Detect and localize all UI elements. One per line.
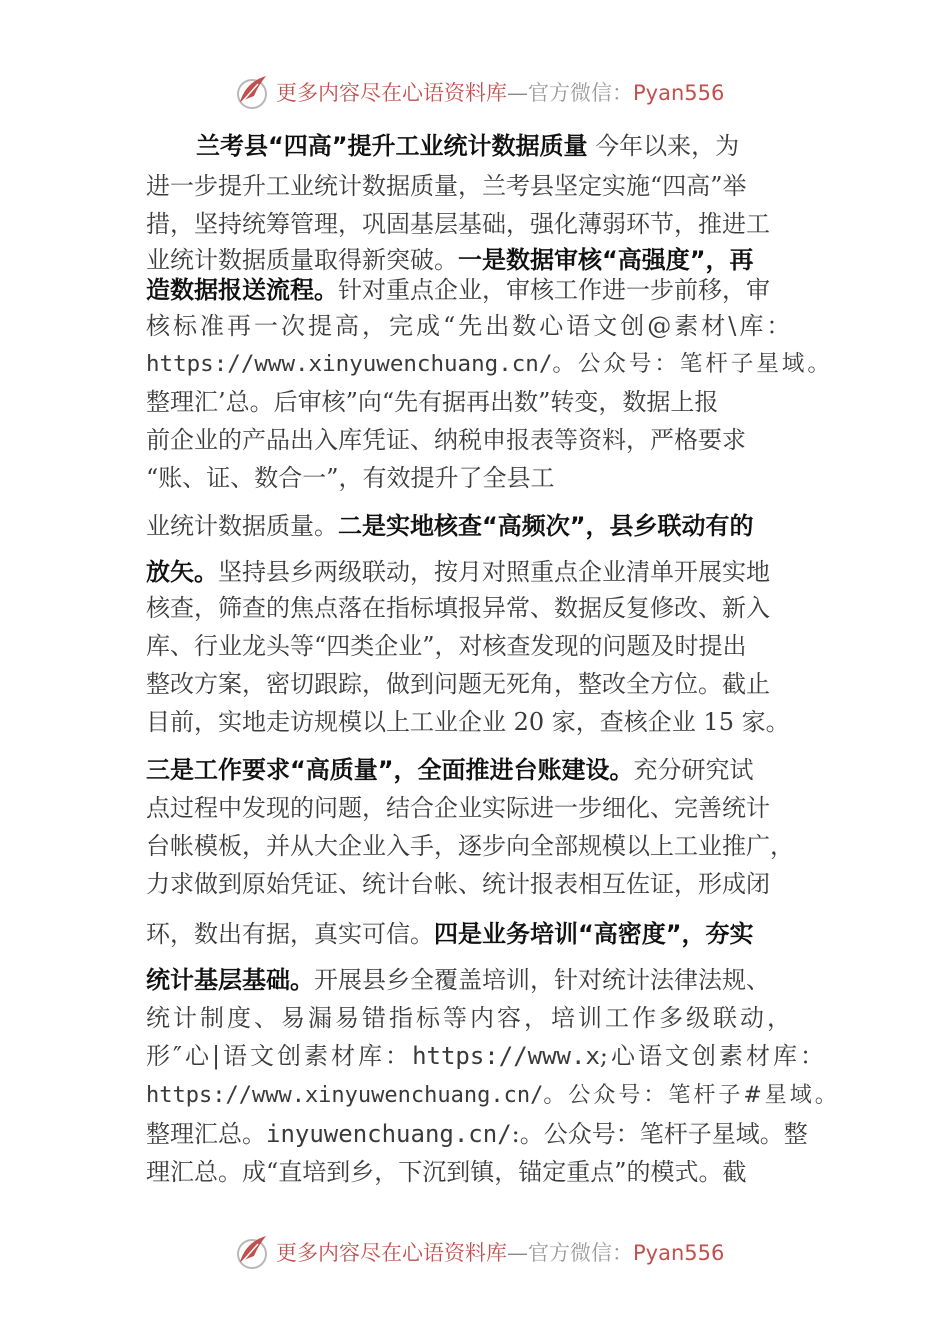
- body-text: 开展县乡全覆盖培训，针对统计法律法规、: [314, 966, 770, 994]
- body-text: 前企业的产品出入库凭证、纳税申报表等资料，严格要求: [146, 426, 746, 454]
- article-line: [146, 918, 754, 950]
- article-line: [146, 424, 746, 456]
- article-line: [146, 510, 754, 542]
- watermark-banner-top: [232, 72, 752, 112]
- body-text: 整改方案，密切跟踪，做到问题无死角，整改全方位。截止: [146, 670, 770, 698]
- watermark-separator: —: [507, 1241, 528, 1265]
- body-text: 目前，实地走访规模以上工业企业 20 家，查核企业 15 家。: [146, 708, 790, 736]
- wechat-id: Pyan556: [633, 81, 725, 105]
- body-text: 业统计数据质量。: [146, 512, 338, 540]
- body-text: 形″心|语文创素材库：: [146, 1042, 413, 1070]
- body-text: 库、行业龙头等“四类企业”，对核查发现的问题及时提出: [146, 632, 747, 660]
- body-text: ;心语文创素材库：: [599, 1042, 827, 1070]
- body-text: 台帐模板，并从大企业入手，逐步向全部规模以上工业推广，: [146, 832, 794, 860]
- article-line: [146, 706, 790, 738]
- article-line: [146, 592, 770, 624]
- body-text: 力求做到原始凭证、统计台帐、统计报表相互佐证，形成闭: [146, 870, 770, 898]
- url-text: inyuwenchuang.cn/: [266, 1120, 512, 1148]
- article-line: [146, 668, 770, 700]
- body-text: 核标准再一次提高，完成“先出数心语文创@素材\库：: [146, 312, 794, 340]
- article-line: [196, 130, 739, 162]
- body-text: 业统计数据质量取得新突破。: [146, 246, 458, 274]
- watermark-banner-bottom: [232, 1232, 752, 1272]
- body-text: 整理汇’总。后审核”向“先有据再出数”转变，数据上报: [146, 388, 719, 416]
- bold-heading-text: 四是业务培训“高密度”，夯实: [434, 920, 754, 948]
- body-text: 核查，筛查的焦点落在指标填报异常、数据反复修改、新入: [146, 594, 770, 622]
- article-line: [146, 964, 770, 996]
- wechat-id: Pyan556: [633, 1241, 725, 1265]
- article-line: [146, 386, 718, 418]
- watermark-text: [276, 1237, 724, 1267]
- article-line: [146, 462, 555, 494]
- article-line: [146, 868, 770, 900]
- article-line: [146, 830, 794, 862]
- body-text: 今年以来，为: [587, 132, 740, 160]
- article-line: [146, 1156, 747, 1188]
- watermark-text: [276, 77, 724, 107]
- body-text: 坚持县乡两级联动，按月对照重点企业清单开展实地: [218, 558, 770, 586]
- watermark-slogan: 更多内容尽在心语资料库: [276, 81, 507, 105]
- url-text: https://www.xinyuwenchuang.cn/: [146, 1083, 544, 1108]
- article-line: [146, 556, 770, 588]
- article-line: [146, 170, 747, 202]
- url-text: https://www.x: [412, 1042, 600, 1070]
- bold-heading-text: 兰考县“四高”提升工业统计数据质量: [196, 132, 588, 160]
- wechat-label: 官方微信：: [528, 81, 633, 105]
- article-line: [146, 244, 754, 276]
- article-line: [146, 348, 833, 380]
- body-text: 统计制度、易漏易错指标等内容，培训工作多级联动，: [146, 1004, 794, 1032]
- body-text: 整理汇总。: [146, 1120, 266, 1148]
- body-text: 理汇总。成“直培到乡，下沉到镇，锚定重点”的模式。截: [146, 1158, 747, 1186]
- bold-heading-text: 放矢。: [146, 558, 218, 586]
- article-line: [146, 274, 770, 306]
- body-text: 点过程中发现的问题，结合企业实际进一步细化、完善统计: [146, 794, 770, 822]
- article-line: [146, 792, 770, 824]
- body-text: :。公众号：笔杆子星域。整: [511, 1120, 808, 1148]
- article-line: [146, 310, 793, 342]
- watermark-slogan: 更多内容尽在心语资料库: [276, 1241, 507, 1265]
- bold-heading-text: 三是工作要求“高质量”，全面推进台账建设。: [146, 756, 634, 784]
- body-text: 进一步提升工业统计数据质量，兰考县坚定实施“四高”举: [146, 172, 747, 200]
- body-text: 措，坚持统筹管理，巩固基层基础，强化薄弱环节，推进工: [146, 210, 770, 238]
- body-text: 针对重点企业，审核工作进一步前移，审: [338, 276, 770, 304]
- quill-logo-icon: [232, 1232, 272, 1272]
- url-text: https://www.xinyuwenchuang.cn/: [146, 351, 553, 377]
- bold-heading-text: 二是实地核查“高频次”，县乡联动有的: [338, 512, 754, 540]
- article-line: [146, 630, 747, 662]
- watermark-separator: —: [507, 81, 528, 105]
- body-text: 。公众号：笔杆子#星域。: [543, 1083, 840, 1108]
- bold-heading-text: 统计基层基础。: [146, 966, 314, 994]
- body-text: “账、证、数合一”，有效提升了全县工: [146, 464, 555, 492]
- body-text: 。公众号：笔杆子星域。: [552, 351, 833, 377]
- article-line: [146, 208, 770, 240]
- body-text: 充分研究试: [633, 756, 754, 784]
- body-text: 环，数出有据，真实可信。: [146, 920, 434, 948]
- wechat-label: 官方微信：: [528, 1241, 633, 1265]
- article-line: [146, 1118, 808, 1150]
- article-line: [146, 754, 754, 786]
- article-line: [146, 1002, 794, 1034]
- bold-heading-text: 造数据报送流程。: [146, 276, 338, 304]
- article-line: [146, 1040, 827, 1072]
- bold-heading-text: 一是数据审核“高强度”，再: [458, 246, 754, 274]
- quill-logo-icon: [232, 72, 272, 112]
- article-line: [146, 1080, 840, 1112]
